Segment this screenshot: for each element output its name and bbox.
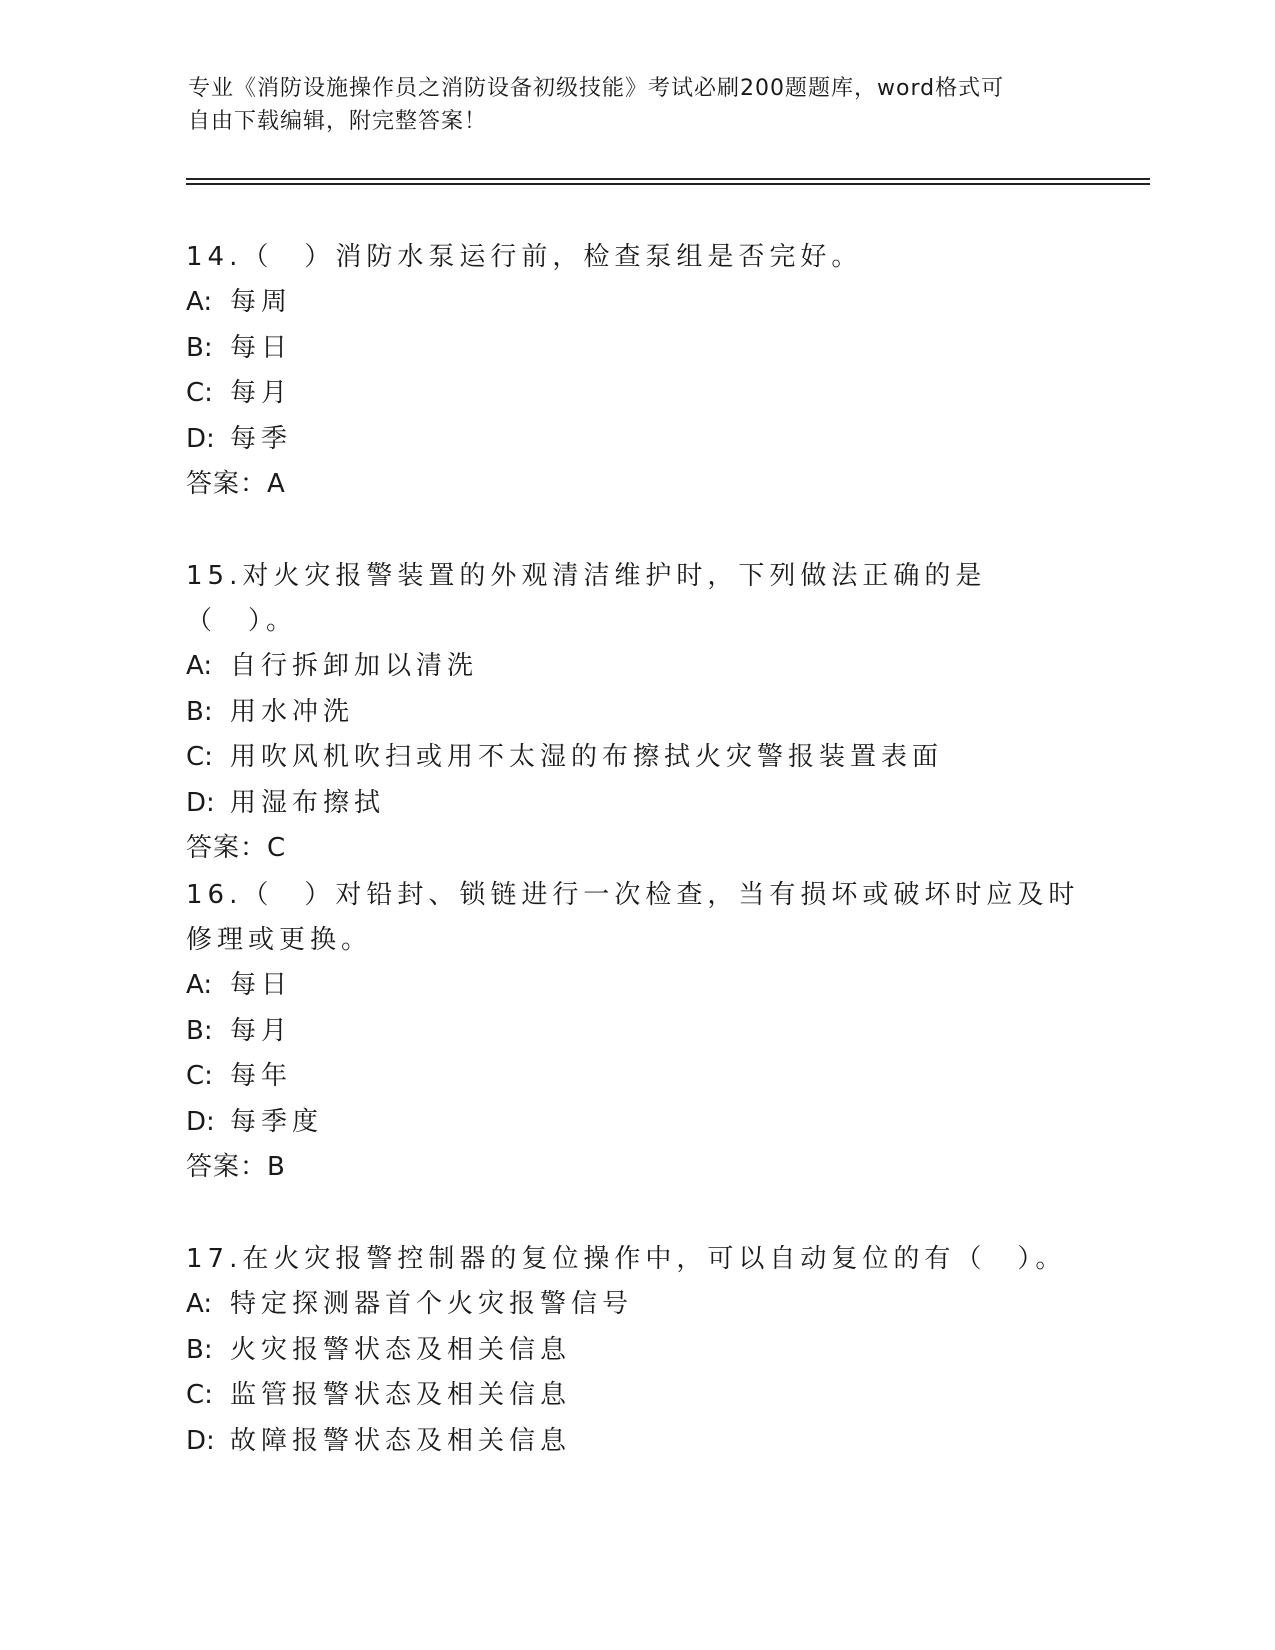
option-text: 自行拆卸加以清洗 [230, 651, 479, 681]
option-letter: B: [186, 1334, 213, 1365]
option-letter: B: [186, 696, 213, 727]
option-c [186, 735, 1086, 781]
option-letter: B: [186, 332, 213, 363]
option-text: 每日 [230, 332, 293, 363]
option-c [186, 1054, 1086, 1100]
option-letter: A: [186, 970, 213, 1000]
header-line-1: 专业《消防设施操作员之消防设备初级技能》考试必刷200题题库，word格式可 [188, 76, 1005, 101]
question-15 [186, 554, 1086, 871]
option-letter: B: [186, 1015, 213, 1046]
option-letter: D: [186, 787, 215, 818]
option-text: 每年 [230, 1061, 293, 1091]
option-letter: C: [186, 1380, 213, 1410]
option-letter: C: [186, 742, 213, 772]
option-c [186, 1373, 1086, 1419]
question-stem: 17.在火灾报警控制器的复位操作中，可以自动复位的有（ ）。 [186, 1244, 1067, 1274]
option-text: 用吹风机吹扫或用不太湿的布擦拭火灾警报装置表面 [230, 742, 944, 772]
option-text: 故障报警状态及相关信息 [230, 1425, 572, 1456]
option-text: 特定探测器首个火灾报警信号 [230, 1289, 634, 1319]
option-letter: C: [186, 378, 213, 408]
question-14 [186, 235, 1086, 507]
option-d [186, 781, 1086, 827]
question-stem: 15.对火灾报警装置的外观清洁维护时，下列做法正确的是（ ）。 [186, 561, 987, 636]
answer-line: 答案：C [186, 833, 287, 863]
answer-line: 答案：B [186, 1152, 286, 1182]
header-divider-bottom [186, 183, 1150, 185]
option-d [186, 1419, 1086, 1465]
option-letter: D: [186, 1106, 215, 1137]
option-d [186, 417, 1086, 463]
option-text: 每月 [230, 378, 293, 408]
option-a [186, 644, 1086, 690]
answer-line: 答案：A [186, 469, 286, 499]
option-text: 用湿布擦拭 [230, 787, 386, 818]
document-header [188, 72, 1088, 138]
question-16 [186, 873, 1086, 1190]
option-letter: A: [186, 651, 213, 681]
option-a [186, 963, 1086, 1009]
option-text: 每日 [230, 970, 293, 1000]
option-text: 每周 [230, 287, 293, 317]
header-line-2: 自由下载编辑，附完整答案！ [188, 109, 488, 134]
option-letter: C: [186, 1061, 213, 1091]
option-c [186, 371, 1086, 417]
option-text: 每月 [230, 1015, 293, 1046]
question-stem: 14.（ ）消防水泵运行前，检查泵组是否完好。 [186, 242, 863, 272]
option-b [186, 326, 1086, 372]
header-divider-top [186, 178, 1150, 180]
option-d [186, 1100, 1086, 1146]
option-text: 监管报警状态及相关信息 [230, 1380, 572, 1410]
option-text: 用水冲洗 [230, 696, 355, 727]
option-text: 火灾报警状态及相关信息 [230, 1334, 572, 1365]
option-b [186, 1009, 1086, 1055]
option-b [186, 690, 1086, 736]
option-letter: D: [186, 1425, 215, 1456]
option-letter: D: [186, 423, 215, 454]
option-b [186, 1328, 1086, 1374]
option-text: 每季度 [230, 1106, 324, 1137]
question-17 [186, 1237, 1086, 1464]
option-a [186, 1282, 1086, 1328]
option-a [186, 280, 1086, 326]
option-text: 每季 [230, 423, 293, 454]
question-stem: 16.（ ）对铅封、锁链进行一次检查，当有损坏或破坏时应及时修理或更换。 [186, 880, 1080, 955]
option-letter: A: [186, 287, 213, 317]
option-letter: A: [186, 1289, 213, 1319]
